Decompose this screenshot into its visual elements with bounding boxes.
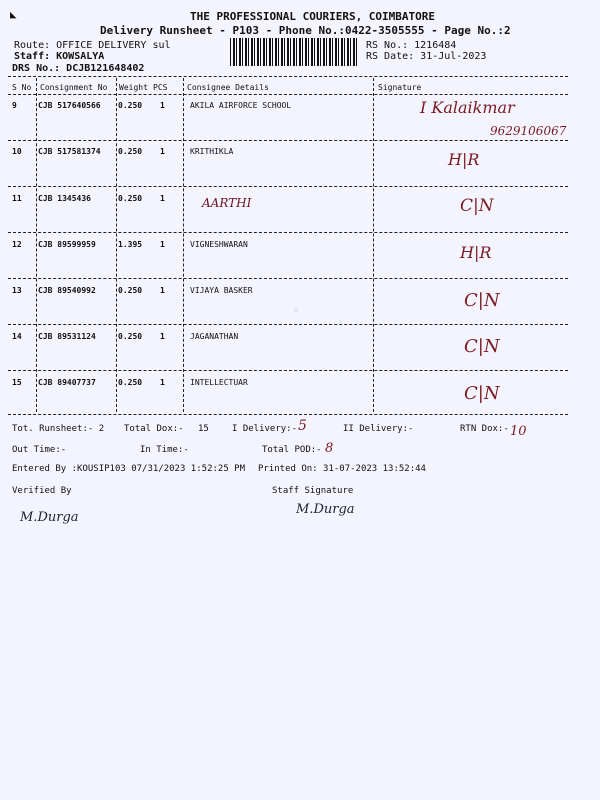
row-14-pcs: 1	[160, 332, 165, 341]
faded-stamp	[236, 286, 386, 346]
row-14-sno: 14	[12, 332, 22, 341]
staff-label: Staff: KOWSALYA	[14, 51, 105, 62]
row-11-rule	[8, 232, 568, 233]
row-12-pcs: 1	[160, 240, 165, 249]
total-dox-label: Total Dox:-	[124, 424, 184, 434]
company-name: THE PROFESSIONAL COURIERS, COIMBATORE	[190, 10, 436, 23]
row-11-consignee-handwritten: AARTHI	[202, 196, 252, 210]
row-11-consignment: CJB 1345436	[38, 194, 91, 203]
row-10-rule	[8, 186, 568, 187]
staff-signature-label: Staff Signature	[272, 486, 354, 496]
printed-on: Printed On: 31-07-2023 13:52:44	[258, 464, 426, 474]
row-10-pcs: 1	[160, 147, 165, 156]
row-13-rule	[8, 324, 568, 325]
i-delivery-label: I Delivery:-	[232, 424, 298, 434]
row-14-weight: 0.250	[118, 332, 143, 341]
row-9-consignee: AKILA AIRFORCE SCHOOL	[190, 101, 292, 110]
table-top-rule	[8, 76, 568, 77]
row-13-signature: C|N	[464, 290, 500, 311]
row-13-consignment: CJB 89540992	[38, 286, 96, 295]
drs-number: DRS No.: DCJB121648402	[12, 63, 145, 74]
col-sep-3	[183, 78, 184, 412]
rtn-dox-label: RTN Dox:-	[460, 424, 509, 434]
total-pod-value: 8	[325, 441, 334, 456]
col-sep-2	[116, 78, 117, 412]
row-15-sno: 15	[12, 378, 22, 387]
row-10-consignee: KRITHIKLA	[190, 147, 234, 156]
total-dox-value: 15	[198, 424, 209, 434]
row-13-sno: 13	[12, 286, 22, 295]
row-15-pcs: 1	[160, 378, 165, 387]
row-15-weight: 0.250	[118, 378, 143, 387]
row-12-signature: H|R	[460, 243, 492, 262]
tot-runsheet: Tot. Runsheet:- 2	[12, 424, 105, 434]
col-header-pcs: PCS	[153, 83, 168, 92]
corner-mark-icon: ◣	[10, 8, 17, 21]
row-13-pcs: 1	[160, 286, 165, 295]
table-header-rule	[8, 94, 568, 95]
row-12-consignee: VIGNESHWARAN	[190, 240, 248, 249]
row-11-signature: C|N	[460, 196, 494, 216]
row-10-signature: H|R	[448, 150, 480, 169]
out-time-label: Out Time:-	[12, 445, 67, 455]
col-header-signature: Signature	[378, 83, 422, 92]
row-12-weight: 1.395	[118, 240, 143, 249]
i-delivery-value: 5	[298, 418, 307, 434]
rs-number: RS No.: 1216484	[366, 40, 457, 51]
row-14-consignee: JAGANATHAN	[190, 332, 239, 341]
row-10-weight: 0.250	[118, 147, 143, 156]
row-15-consignment: CJB 89407737	[38, 378, 96, 387]
row-9-sno: 9	[12, 101, 17, 110]
row-10-sno: 10	[12, 147, 22, 156]
row-13-weight: 0.250	[118, 286, 143, 295]
rs-date: RS Date: 31-Jul-2023	[366, 51, 487, 62]
entered-by: Entered By :KOUSIP103 07/31/2023 1:52:25 PM	[12, 464, 245, 474]
row-12-rule	[8, 278, 568, 279]
row-11-sno: 11	[12, 194, 22, 203]
col-sep-1	[36, 78, 37, 412]
route-label: Route: OFFICE DELIVERY sul	[14, 40, 171, 51]
total-pod-label: Total POD:-	[262, 445, 322, 455]
row-9-weight: 0.250	[118, 101, 143, 110]
row-9-consignment: CJB 517640566	[38, 101, 101, 110]
col-header-consignment: Consignment No	[40, 83, 108, 92]
runsheet-title: Delivery Runsheet - P103 - Phone No.:0422-3505555 - Page No.:2	[100, 24, 511, 37]
table-bottom-rule	[8, 414, 568, 415]
row-9-rule	[8, 140, 568, 141]
col-header-consignee: Consignee Details	[187, 83, 269, 92]
row-13-consignee: VIJAYA BASKER	[190, 286, 253, 295]
in-time-label: In Time:-	[140, 445, 189, 455]
staff-signature-handwritten: M.Durga	[296, 502, 355, 517]
row-9-phone-note: 9629106067	[490, 124, 567, 138]
verified-by-signature: M.Durga	[20, 510, 79, 525]
col-header-sno: S No	[12, 83, 32, 92]
row-11-weight: 0.250	[118, 194, 143, 203]
row-14-signature: C|N	[464, 336, 500, 357]
row-15-signature: C|N	[464, 383, 500, 404]
row-12-consignment: CJB 89599959	[38, 240, 96, 249]
ii-delivery-label: II Delivery:-	[343, 424, 414, 434]
col-header-weight: Weight	[119, 83, 148, 92]
row-9-signature: I Kalaikmar	[420, 98, 515, 117]
row-11-pcs: 1	[160, 194, 165, 203]
verified-by-label: Verified By	[12, 486, 72, 496]
row-12-sno: 12	[12, 240, 22, 249]
rtn-dox-value: 10	[510, 424, 527, 439]
row-15-consignee: INTELLECTUAR	[190, 378, 248, 387]
row-9-pcs: 1	[160, 101, 165, 110]
barcode	[230, 38, 358, 66]
row-14-consignment: CJB 89531124	[38, 332, 96, 341]
row-10-consignment: CJB 517581374	[38, 147, 101, 156]
col-sep-4	[373, 78, 374, 412]
row-14-rule	[8, 370, 568, 371]
